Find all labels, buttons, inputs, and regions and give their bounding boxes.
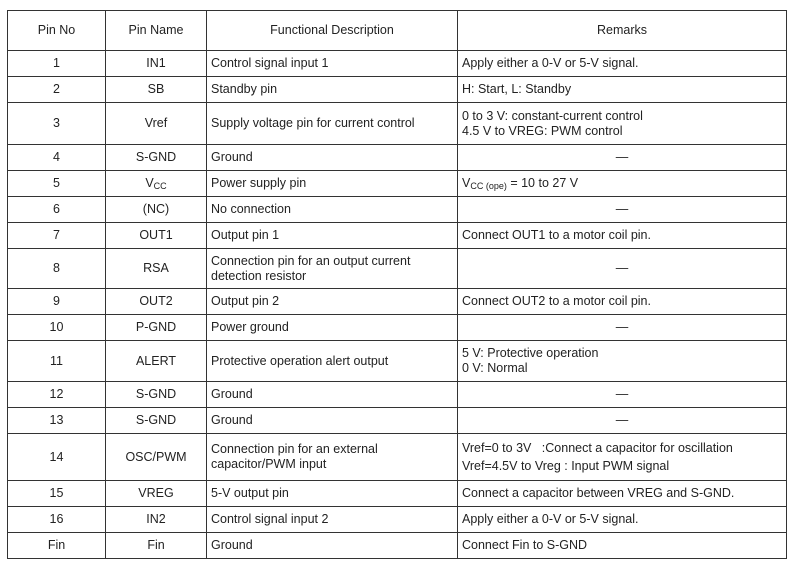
description-line: Control signal input 1 — [211, 56, 329, 70]
table-row — [8, 77, 787, 103]
pin-name-cell: VREG — [106, 481, 207, 507]
remarks-line: Connect a capacitor between VREG and S-GND. — [462, 486, 735, 500]
pin-name-cell: P-GND — [106, 315, 207, 341]
pin-no-cell: 13 — [8, 408, 106, 434]
pin-name-cell: Fin — [106, 533, 207, 559]
remarks-line: Vref=0 to 3V :Connect a capacitor for oscillation — [462, 441, 733, 455]
pin-no-cell: 16 — [8, 507, 106, 533]
description-cell — [207, 533, 458, 559]
remarks-cell — [458, 249, 787, 289]
description-cell — [207, 197, 458, 223]
description-line: Connection pin for an output current — [211, 253, 411, 268]
header-pin-no: Pin No — [8, 11, 106, 51]
description-line: capacitor/PWM input — [211, 457, 327, 471]
remarks-dash: — — [615, 413, 629, 427]
remarks-line: H: Start, L: Standby — [462, 82, 572, 96]
table-row — [8, 315, 787, 341]
pin-name-subscript: CC — [153, 181, 167, 191]
description-line: detection resistor — [211, 268, 307, 283]
remarks-cell — [458, 507, 787, 533]
pin-name-cell: RSA — [106, 249, 207, 289]
remarks-rest: = 10 to 27 V — [506, 176, 579, 190]
table-row — [8, 507, 787, 533]
pin-no-cell: 7 — [8, 223, 106, 249]
remarks-cell — [458, 51, 787, 77]
remarks-dash: — — [615, 261, 629, 275]
table-row — [8, 51, 787, 77]
table-row — [8, 382, 787, 408]
description-line: Power ground — [211, 320, 289, 334]
description-line: Ground — [211, 538, 253, 552]
table-row — [8, 223, 787, 249]
description-line: Control signal input 2 — [211, 512, 329, 526]
pin-name-cell: S-GND — [106, 382, 207, 408]
remarks-cell — [458, 382, 787, 408]
description-cell — [207, 103, 458, 145]
pin-name-cell: ALERT — [106, 341, 207, 382]
pin-no-cell: 6 — [8, 197, 106, 223]
pin-name-cell — [106, 171, 207, 197]
table-row — [8, 171, 787, 197]
pin-no-cell: Fin — [8, 533, 106, 559]
pin-name-cell: OUT2 — [106, 289, 207, 315]
description-cell — [207, 341, 458, 382]
remarks-cell — [458, 77, 787, 103]
table-row — [8, 434, 787, 481]
pin-name-cell: S-GND — [106, 145, 207, 171]
table-row — [8, 481, 787, 507]
description-line: Ground — [211, 387, 253, 401]
pin-no-cell: 11 — [8, 341, 106, 382]
pin-name-cell: (NC) — [106, 197, 207, 223]
remarks-cell — [458, 289, 787, 315]
description-line: Output pin 1 — [211, 228, 280, 242]
remarks-line: 0 V: Normal — [462, 361, 528, 375]
pin-no-cell: 8 — [8, 249, 106, 289]
remarks-cell — [458, 408, 787, 434]
header-remarks: Remarks — [458, 11, 787, 51]
description-cell — [207, 481, 458, 507]
remarks-cell — [458, 533, 787, 559]
pin-no-cell: 2 — [8, 77, 106, 103]
description-cell — [207, 77, 458, 103]
pin-no-cell: 4 — [8, 145, 106, 171]
remarks-line: Connect OUT2 to a motor coil pin. — [462, 294, 651, 308]
remarks-cell — [458, 481, 787, 507]
pin-name-cell: Vref — [106, 103, 207, 145]
pin-no-cell: 15 — [8, 481, 106, 507]
remarks-cell — [458, 223, 787, 249]
pin-name-cell: SB — [106, 77, 207, 103]
description-cell — [207, 434, 458, 481]
pin-no-cell: 12 — [8, 382, 106, 408]
pin-name-cell: OSC/PWM — [106, 434, 207, 481]
remarks-line: Connect OUT1 to a motor coil pin. — [462, 228, 651, 242]
pin-name-cell: IN1 — [106, 51, 207, 77]
remarks-cell — [458, 103, 787, 145]
remarks-cell — [458, 145, 787, 171]
description-cell — [207, 249, 458, 289]
description-line: Output pin 2 — [211, 294, 280, 308]
description-line: Connection pin for an external — [211, 442, 378, 456]
table-row — [8, 408, 787, 434]
pin-no-cell: 9 — [8, 289, 106, 315]
table-row — [8, 145, 787, 171]
pin-no-cell: 1 — [8, 51, 106, 77]
remarks-line: 0 to 3 V: constant-current control — [462, 108, 643, 123]
pin-no-cell: 5 — [8, 171, 106, 197]
description-line: Power supply pin — [211, 176, 307, 190]
description-cell — [207, 382, 458, 408]
remarks-line: 5 V: Protective operation — [462, 346, 599, 360]
pin-name-cell: S-GND — [106, 408, 207, 434]
remarks-cell — [458, 341, 787, 382]
table-row — [8, 341, 787, 382]
table-row — [8, 103, 787, 145]
table-row — [8, 289, 787, 315]
remarks-cell — [458, 315, 787, 341]
remarks-dash: — — [615, 202, 629, 216]
description-line: Protective operation alert output — [211, 353, 389, 368]
description-cell — [207, 223, 458, 249]
remarks-dash: — — [615, 387, 629, 401]
remarks-line: 4.5 V to VREG: PWM control — [462, 123, 623, 138]
table-row — [8, 249, 787, 289]
pin-name-cell: OUT1 — [106, 223, 207, 249]
description-cell — [207, 289, 458, 315]
description-cell — [207, 171, 458, 197]
description-cell — [207, 507, 458, 533]
remarks-cell — [458, 434, 787, 481]
description-line: No connection — [211, 202, 291, 216]
remarks-cell — [458, 171, 787, 197]
pin-name-main: V — [145, 176, 154, 190]
pin-no-cell: 3 — [8, 103, 106, 145]
description-line: Ground — [211, 150, 253, 164]
remarks-main: V — [462, 176, 471, 190]
header-pin-name: Pin Name — [106, 11, 207, 51]
remarks-subscript: CC (ope) — [470, 181, 507, 191]
remarks-cell — [458, 197, 787, 223]
remarks-line: Connect Fin to S-GND — [462, 538, 588, 552]
description-line: Standby pin — [211, 82, 278, 96]
table-row — [8, 197, 787, 223]
remarks-line: Vref=4.5V to Vreg : Input PWM signal — [462, 459, 670, 473]
remarks-dash: — — [615, 320, 629, 334]
pin-no-cell: 10 — [8, 315, 106, 341]
remarks-line: Apply either a 0-V or 5-V signal. — [462, 512, 639, 526]
description-cell — [207, 51, 458, 77]
header-functional-description: Functional Description — [207, 11, 458, 51]
description-line: Ground — [211, 413, 253, 427]
description-line: Supply voltage pin for current control — [211, 116, 415, 130]
pin-table — [7, 10, 787, 559]
pin-name-cell: IN2 — [106, 507, 207, 533]
pin-no-cell: 14 — [8, 434, 106, 481]
header-row — [8, 11, 787, 51]
remarks-dash: — — [615, 150, 629, 164]
description-cell — [207, 315, 458, 341]
description-cell — [207, 408, 458, 434]
description-cell — [207, 145, 458, 171]
description-line: 5-V output pin — [211, 486, 289, 500]
table-row — [8, 533, 787, 559]
remarks-line: Apply either a 0-V or 5-V signal. — [462, 56, 639, 70]
